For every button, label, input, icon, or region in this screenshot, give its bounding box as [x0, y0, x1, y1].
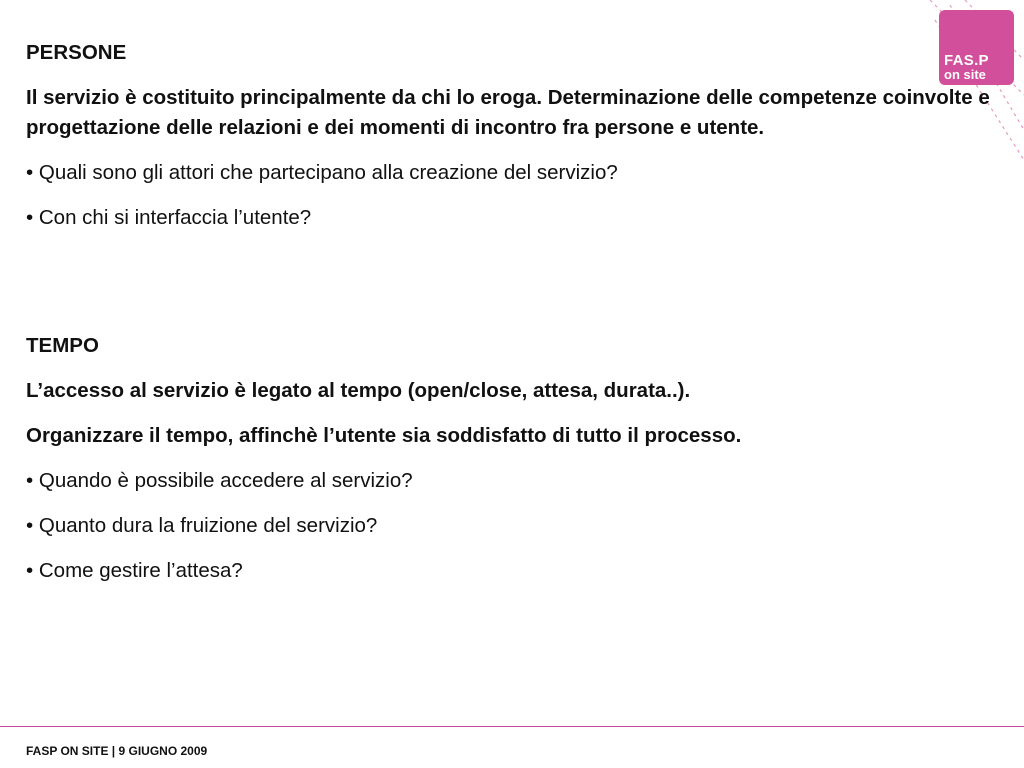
slide-content: [26, 38, 996, 601]
footer-text: FASP ON SITE | 9 GIUGNO 2009: [26, 744, 208, 758]
persone-heading: PERSONE: [26, 41, 127, 64]
tempo-bullet: • Quanto dura la fruizione del servizio?: [26, 514, 378, 537]
tempo-heading: TEMPO: [26, 334, 99, 357]
logo-line-2: on site: [944, 67, 986, 82]
persone-bullet: • Con chi si interfaccia l’utente?: [26, 206, 312, 229]
tempo-bullet: • Come gestire l’attesa?: [26, 559, 243, 582]
persone-intro: Il servizio è costituito principalmente da chi lo eroga. Determinazione delle competenze coinvolte e progettazione delle relazioni e dei momenti di incontro fra persone e utente.: [26, 86, 990, 139]
tempo-bullet: • Quando è possibile accedere al servizio?: [26, 469, 413, 492]
logo-line-1: FAS.P: [944, 52, 989, 69]
footer-divider: [0, 726, 1024, 727]
tempo-line-1: L’accesso al servizio è legato al tempo (open/close, attesa, durata..).: [26, 379, 691, 402]
tempo-line-2: Organizzare il tempo, affinchè l’utente sia soddisfatto di tutto il processo.: [26, 424, 742, 447]
persone-bullet: • Quali sono gli attori che partecipano alla creazione del servizio?: [26, 161, 618, 184]
